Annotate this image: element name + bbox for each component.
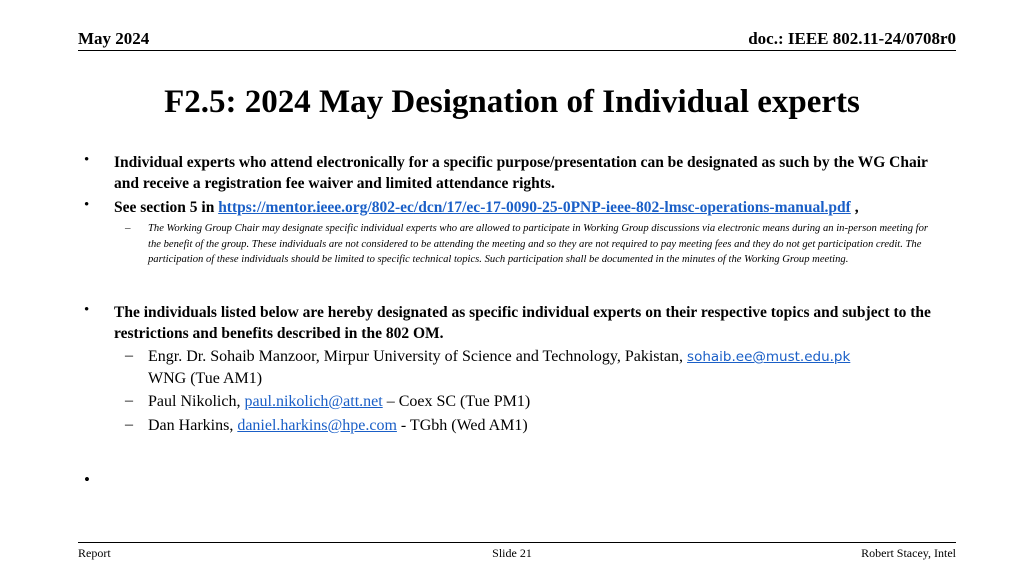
footer-report: Report bbox=[78, 546, 111, 560]
expert-3-group: - TGbh (Wed AM1) bbox=[396, 417, 528, 434]
operations-manual-quote: The Working Group Chair may designate specific individual experts who are allowed to participate in Working Group discussions via electronic means during an in-person meeting for the benefit of the group. These individuals are not considered to be attending the meeting and so they are not required to pay meeting fees and they do not get participation credit. The participation of these individuals should be limited to specific technical topics. Such participation shall be documented in the minutes of the Working Group meeting. bbox=[148, 223, 929, 265]
expert-1-email-link[interactable]: sohaib.ee@must.edu.pk bbox=[687, 349, 851, 365]
expert-2-group: – Coex SC (Tue PM1) bbox=[382, 393, 531, 410]
bullet-2-suffix: , bbox=[850, 199, 859, 216]
sub-dash: – bbox=[125, 222, 131, 234]
expert-1-name: Engr. Dr. Sohaib Manzoor, Mirpur University of Science and Technology, Pakistan, bbox=[148, 348, 688, 365]
bullet-1-text: Individual experts who attend electronically for a specific purpose/presentation can be designated as such by the WG Chair and receive a registration fee waiver and limited attendance rights. bbox=[114, 154, 928, 192]
expert-3-email-link[interactable]: daniel.harkins@hpe.com bbox=[237, 417, 397, 434]
expert-2-name: Paul Nikolich, bbox=[148, 393, 245, 410]
expert-3-name: Dan Harkins, bbox=[148, 417, 238, 434]
expert-item bbox=[148, 415, 938, 437]
expert-dash: – bbox=[125, 392, 133, 409]
footer-divider bbox=[78, 542, 956, 543]
header-doc-id: doc.: IEEE 802.11-24/0708r0 bbox=[748, 29, 956, 48]
bullet-2-prefix: See section 5 in bbox=[114, 199, 219, 216]
slide-title: F2.5: 2024 May Designation of Individual experts bbox=[164, 84, 860, 120]
header-date: May 2024 bbox=[78, 29, 150, 48]
footer-author: Robert Stacey, Intel bbox=[861, 546, 956, 560]
expert-1-group: WNG (Tue AM1) bbox=[148, 370, 263, 387]
expert-2-email-link[interactable]: paul.nikolich@att.net bbox=[244, 393, 383, 410]
bullet-marker: • bbox=[84, 197, 90, 213]
bullet-2-text bbox=[114, 197, 946, 218]
expert-dash: – bbox=[125, 416, 133, 433]
bullet-marker: • bbox=[84, 152, 90, 168]
expert-item bbox=[148, 391, 938, 413]
expert-item bbox=[148, 346, 938, 390]
operations-manual-link[interactable]: https://mentor.ieee.org/802-ec/dcn/17/ec-17-0090-25-0PNP-ieee-802-lmsc-operations-manual.pdf bbox=[218, 199, 851, 216]
header-divider bbox=[78, 50, 956, 51]
bullet-marker: • bbox=[84, 302, 90, 318]
expert-dash: – bbox=[125, 347, 133, 364]
empty-bullet-marker: • bbox=[84, 470, 90, 489]
footer-slide-number: Slide 21 bbox=[492, 546, 532, 560]
bullet-3-text: The individuals listed below are hereby designated as specific individual experts on their respective topics and subject to the restrictions and benefits described in the 802 OM. bbox=[114, 304, 931, 342]
